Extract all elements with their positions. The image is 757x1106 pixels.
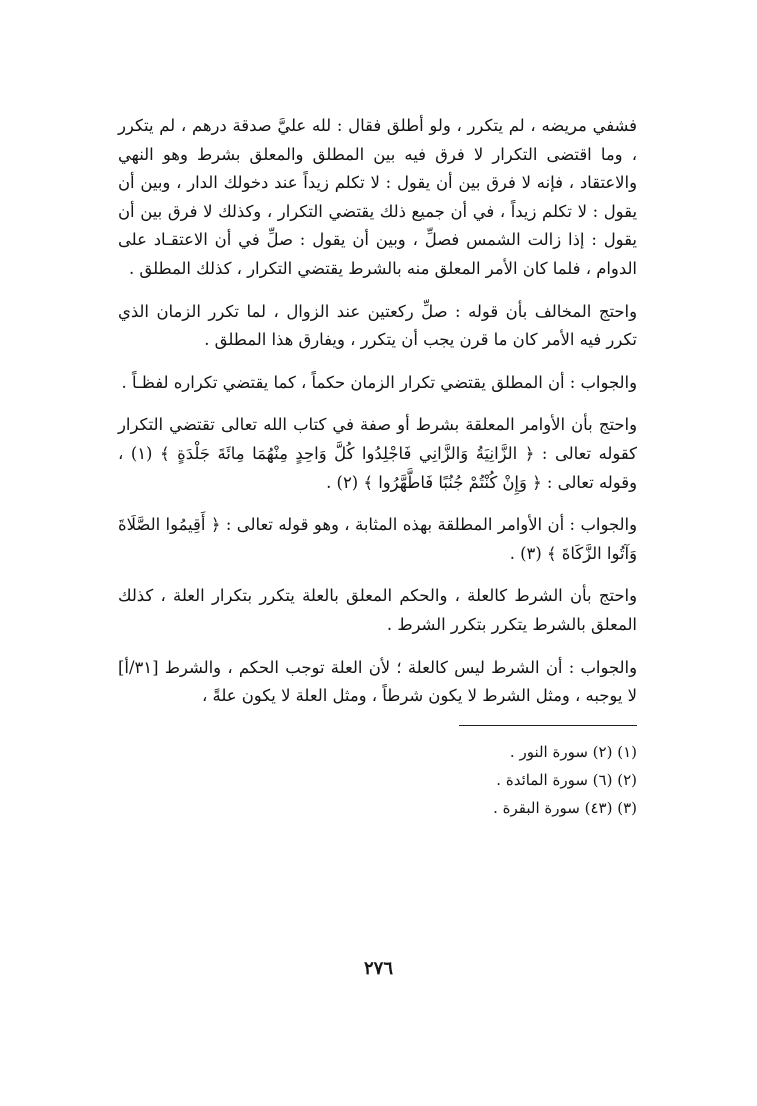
footnote-separator [459, 725, 637, 726]
page-body [118, 112, 637, 822]
paragraph-7: والجواب : أن الشرط ليس كالعلة ؛ لأن العلة توجب الحكم ، والشرط [٣١/أ] لا يوجبه ، ومثل الشرط لا يكون شرطاً ، ومثل العلة لا يكون علةً ، [118, 657, 637, 706]
paragraph-5: والجواب : أن الأوامر المطلقة بهذه المثابة ، وهو قوله تعالى : ﴿ أَقِيمُوا الصَّلَاةَ وَآتُوا الزَّكَاةَ ﴾ (٣) . [118, 515, 637, 563]
paragraph-4: واحتج بأن الأوامر المعلقة بشرط أو صفة في كتاب الله تعالى تقتضي التكرار كقوله تعالى : ﴿ الزَّانِيَةُ وَالزَّانِي فَاجْلِدُوا كُلَّ وَاحِدٍ مِنْهُمَا مِائَةَ جَلْدَةٍ ﴾ (١) ، وقوله تعالى : ﴿ وَإِنْ كُنْتُمْ جُنُبًا فَاطَّهَّرُوا ﴾ (٢) . [118, 415, 637, 492]
paragraph-3: والجواب : أن المطلق يقتضي تكرار الزمان حكماً ، كما يقتضي تكراره لفظـاً . [121, 372, 637, 392]
paragraph-6: واحتج بأن الشرط كالعلة ، والحكم المعلق بالعلة يتكرر بتكرار العلة ، كذلك المعلق بالشرط يتكرر بتكرر الشرط . [118, 586, 637, 634]
footnote-2: (٢) (٦) سورة المائدة . [496, 770, 637, 789]
footnote-3: (٣) (٤٣) سورة البقرة . [493, 798, 637, 817]
paragraph-2: واحتج المخالف بأن قوله : صلِّ ركعتين عند الزوال ، لما تكرر الزمان الذي تكرر فيه الأمر كان ما قرن يجب أن يتكرر ، ويفارق هذا المطلق . [118, 301, 637, 350]
footnote-1: (١) (٢) سورة النور . [509, 742, 637, 761]
paragraph-1: فشفي مريضه ، لم يتكرر ، ولو أطلق فقال : لله عليَّ صدقة درهم ، لم يتكرر ، وما اقتضى التكرار لا فرق فيه بين المطلق والمعلق بشرط وهو النهي والاعتقاد ، فإنه لا فرق بين أن يقول : لا تكلم زيداً عند دخولك الدار ، وبين أن يقول : لا تكلم زيداً ، في أن جميع ذلك يقتضي التكرار ، وكذلك لا فرق بين أن يقول : إذا زالت الشمس فصلِّ ، وبين أن يقول : صلِّ في أن الاعتقـاد على الدوام ، فلما كان الأمر المعلق منه بالشرط يقتضي التكرار ، كذلك المطلق . [118, 116, 637, 278]
page-number: ٢٧٦ [363, 958, 393, 979]
